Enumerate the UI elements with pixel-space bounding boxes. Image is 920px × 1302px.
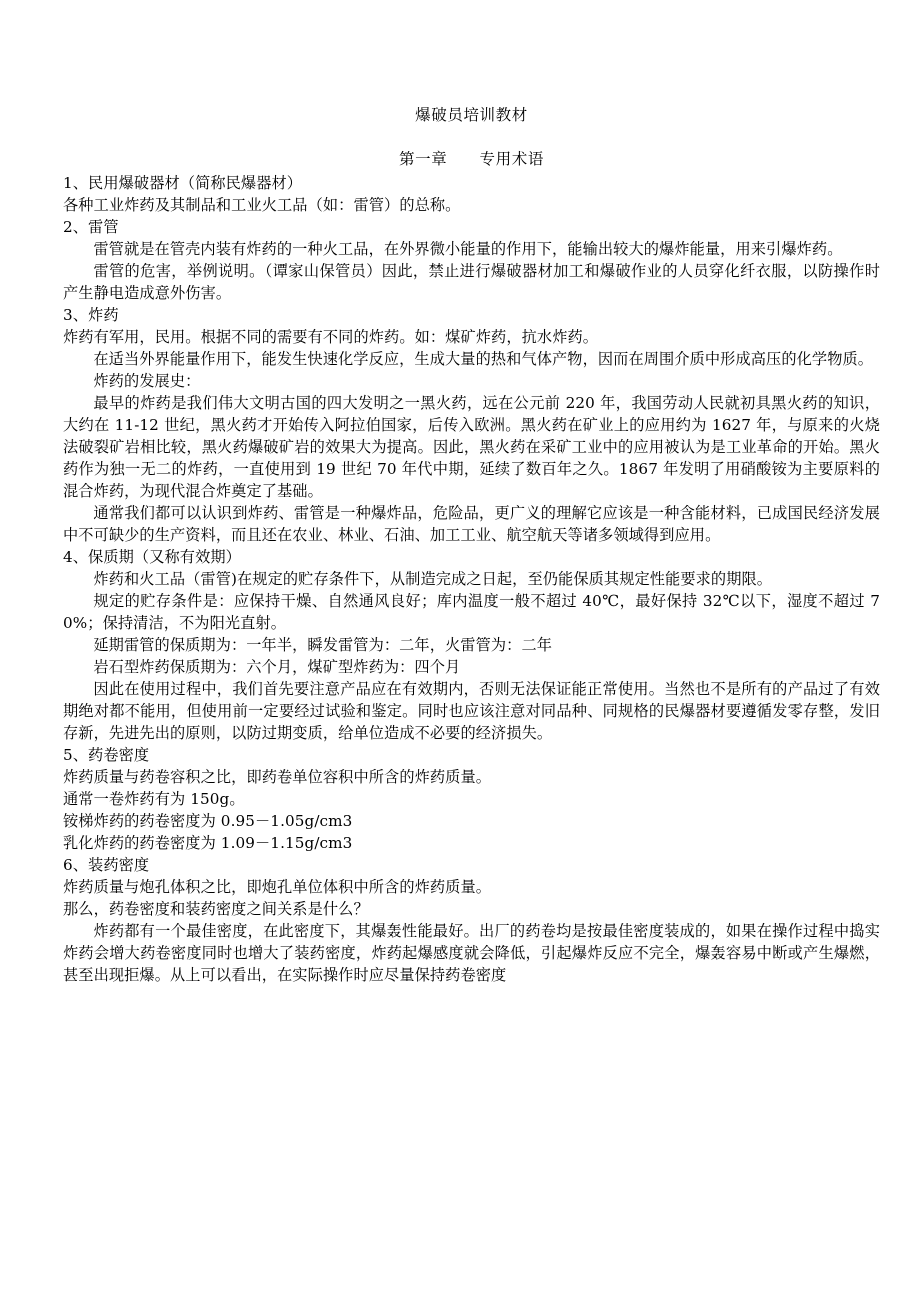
paragraph-3-2: 在适当外界能量作用下，能发生快速化学反应，生成大量的热和气体产物，因而在周围介质中形成高压的化学物质。 (93, 350, 874, 368)
document-body (63, 104, 880, 986)
paragraph-5-2: 通常一卷炸药有为 150g。 (63, 790, 245, 808)
chapter-heading: 第一章 专用术语 (399, 150, 544, 168)
paragraph-3-5: 通常我们都可以认识到炸药、雷管是一种爆炸品，危险品，更广义的理解它应该是一种含能材料，已成国民经济发展中不可缺少的生产资料，而且还在农业、林业、石油、加工工业、航空航天等诸多领域得到应用。 (63, 504, 880, 544)
paragraph-3-4: 最早的炸药是我们伟大文明古国的四大发明之一黑火药，远在公元前 220 年，我国劳动人民就初具黑火药的知识，大约在 11-12 世纪，黑火药才开始传入阿拉伯国家，后传入欧洲。黑火药在矿业上的应用约为 1627 年，与原来的火烧法破裂矿岩相比较，黑火药爆破矿岩的效果大为提高。因此，黑火药在采矿工业中的应用被认为是工业革命的开始。黑火药作为独一无二的炸药，一直使用到 19 世纪 70 年代中期，延续了数百年之久。1867 年发明了用硝酸铵为主要原料的混合炸药，为现代混合炸奠定了基础。 (63, 394, 880, 500)
paragraph-2-1: 雷管就是在管壳内装有炸药的一种火工品，在外界微小能量的作用下，能输出较大的爆炸能量，用来引爆炸药。 (93, 240, 843, 258)
paragraph-1-1: 各种工业炸药及其制品和工业火工品（如：雷管）的总称。 (63, 196, 461, 214)
paragraph-4-1: 炸药和火工品（雷管)在规定的贮存条件下，从制造完成之日起，至仍能保质其规定性能要求的期限。 (93, 570, 773, 588)
paragraph-6-3: 炸药都有一个最佳密度，在此密度下，其爆轰性能最好。出厂的药卷均是按最佳密度装成的，如果在操作过程中捣实炸药会增大药卷密度同时也增大了装药密度，炸药起爆感度就会降低，引起爆炸反应不完全，爆轰容易中断或产生爆燃，甚至出现拒爆。从上可以看出，在实际操作时应尽量保持药卷密度 (63, 922, 880, 984)
paragraph-3-3: 炸药的发展史： (93, 372, 201, 390)
paragraph-5-3: 铵梯炸药的药卷密度为 0.95－1.05g/cm3 (63, 812, 353, 830)
section-heading-2: 2、雷管 (63, 218, 119, 236)
paragraph-4-3: 延期雷管的保质期为：一年半，瞬发雷管为：二年，火雷管为：二年 (93, 636, 553, 654)
paragraph-4-5: 因此在使用过程中，我们首先要注意产品应在有效期内，否则无法保证能正常使用。当然也不是所有的产品过了有效期绝对都不能用，但使用前一定要经过试验和鉴定。同时也应该注意对同品种、同规格的民爆器材要遵循发零存整，发旧存新，先进先出的原则，以防过期变质，给单位造成不必要的经济损失。 (63, 680, 880, 742)
paragraph-4-4: 岩石型炸药保质期为：六个月，煤矿型炸药为：四个月 (93, 658, 461, 676)
section-heading-1: 1、民用爆破器材（简称民爆器材） (63, 174, 303, 192)
paragraph-2-2: 雷管的危害，举例说明。（谭家山保管员）因此，禁止进行爆破器材加工和爆破作业的人员穿化纤衣服，以防操作时产生静电造成意外伤害。 (63, 262, 880, 302)
paragraph-5-4: 乳化炸药的药卷密度为 1.09－1.15g/cm3 (63, 834, 353, 852)
section-heading-4: 4、保质期（又称有效期） (63, 548, 241, 566)
section-heading-3: 3、炸药 (63, 306, 119, 324)
paragraph-6-2: 那么，药卷密度和装药密度之间关系是什么？ (63, 900, 369, 918)
paragraph-6-1: 炸药质量与炮孔体积之比，即炮孔单位体积中所含的炸药质量。 (63, 878, 492, 896)
paragraph-5-1: 炸药质量与药卷容积之比，即药卷单位容积中所含的炸药质量。 (63, 768, 492, 786)
paragraph-4-2: 规定的贮存条件是：应保持干燥、自然通风良好；库内温度一般不超过 40℃，最好保持 32℃以下，湿度不超过 70%；保持清洁，不为阳光直射。 (63, 592, 880, 632)
section-heading-6: 6、装药密度 (63, 856, 150, 874)
paragraph-3-1: 炸药有军用，民用。根据不同的需要有不同的炸药。如：煤矿炸药，抗水炸药。 (63, 328, 599, 346)
section-heading-5: 5、药卷密度 (63, 746, 150, 764)
document-title: 爆破员培训教材 (415, 106, 528, 124)
